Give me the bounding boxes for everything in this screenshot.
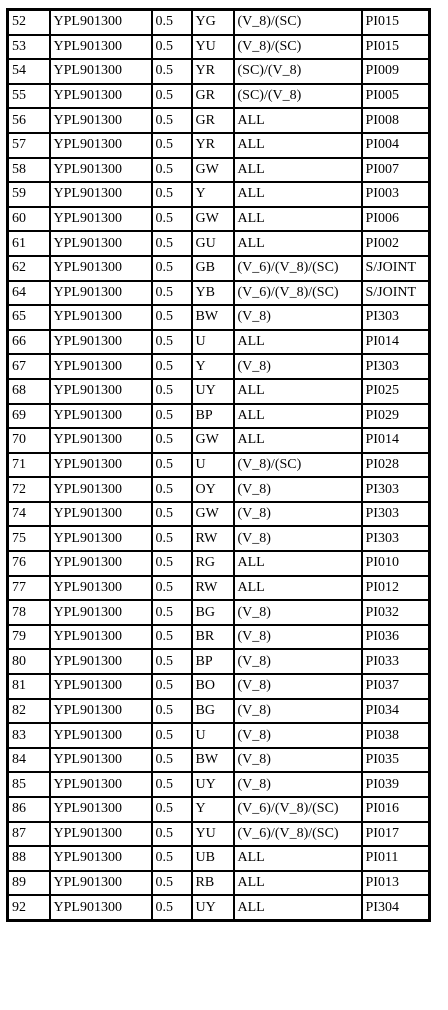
wire-color-cell: BW [192,305,234,330]
wire-number-cell: 86 [8,797,50,822]
option-cell: (V_8)/(SC) [234,453,362,478]
option-cell: (V_8) [234,305,362,330]
wire-number-cell: 85 [8,772,50,797]
part-number-cell: YPL901300 [50,772,152,797]
part-number-cell: YPL901300 [50,59,152,84]
table-row [8,10,430,35]
wire-number-cell: 68 [8,379,50,404]
destination-cell: PI014 [362,330,430,355]
part-number-cell: YPL901300 [50,354,152,379]
part-number-cell: YPL901300 [50,84,152,109]
wire-number-cell: 57 [8,133,50,158]
wire-number-cell: 89 [8,871,50,896]
option-cell: (V_8)/(SC) [234,10,362,35]
destination-cell: PI303 [362,305,430,330]
destination-cell: PI010 [362,551,430,576]
wire-color-cell: GB [192,256,234,281]
wire-number-cell: 70 [8,428,50,453]
wire-color-cell: UY [192,895,234,920]
wire-number-cell: 61 [8,231,50,256]
wire-number-cell: 60 [8,207,50,232]
wire-color-cell: BO [192,674,234,699]
option-cell: (V_8) [234,699,362,724]
wire-number-cell: 79 [8,625,50,650]
part-number-cell: YPL901300 [50,895,152,920]
wire-number-cell: 56 [8,108,50,133]
part-number-cell: YPL901300 [50,379,152,404]
wire-color-cell: GW [192,158,234,183]
destination-cell: PI033 [362,649,430,674]
wire-size-cell: 0.5 [152,330,192,355]
destination-cell: PI016 [362,797,430,822]
wire-size-cell: 0.5 [152,477,192,502]
wire-number-cell: 84 [8,748,50,773]
wire-color-cell: YR [192,133,234,158]
destination-cell: PI029 [362,404,430,429]
table-row [8,379,430,404]
wire-size-cell: 0.5 [152,428,192,453]
wire-color-cell: RW [192,526,234,551]
part-number-cell: YPL901300 [50,723,152,748]
wire-color-cell: GR [192,108,234,133]
wire-size-cell: 0.5 [152,551,192,576]
wire-color-cell: YB [192,281,234,306]
part-number-cell: YPL901300 [50,305,152,330]
part-number-cell: YPL901300 [50,231,152,256]
table-row [8,182,430,207]
part-number-cell: YPL901300 [50,281,152,306]
part-number-cell: YPL901300 [50,477,152,502]
destination-cell: PI034 [362,699,430,724]
destination-cell: PI038 [362,723,430,748]
table-row [8,797,430,822]
destination-cell: PI017 [362,822,430,847]
option-cell: (V_6)/(V_8)/(SC) [234,822,362,847]
wire-color-cell: GW [192,428,234,453]
option-cell: ALL [234,551,362,576]
destination-cell: PI035 [362,748,430,773]
table-row [8,748,430,773]
wire-number-cell: 71 [8,453,50,478]
wire-color-cell: Y [192,354,234,379]
option-cell: ALL [234,231,362,256]
wire-number-cell: 67 [8,354,50,379]
option-cell: (V_8) [234,649,362,674]
part-number-cell: YPL901300 [50,674,152,699]
option-cell: (V_8) [234,723,362,748]
wire-table [6,8,431,922]
wire-number-cell: 74 [8,502,50,527]
wire-color-cell: YG [192,10,234,35]
part-number-cell: YPL901300 [50,748,152,773]
table-row [8,428,430,453]
wire-color-cell: UY [192,379,234,404]
part-number-cell: YPL901300 [50,453,152,478]
wire-size-cell: 0.5 [152,256,192,281]
destination-cell: PI025 [362,379,430,404]
wire-color-cell: BP [192,649,234,674]
part-number-cell: YPL901300 [50,182,152,207]
table-row [8,59,430,84]
wire-color-cell: YU [192,35,234,60]
wire-number-cell: 78 [8,600,50,625]
part-number-cell: YPL901300 [50,699,152,724]
destination-cell: PI015 [362,10,430,35]
wire-number-cell: 54 [8,59,50,84]
table-row [8,158,430,183]
wire-number-cell: 55 [8,84,50,109]
wire-size-cell: 0.5 [152,108,192,133]
wire-number-cell: 88 [8,846,50,871]
destination-cell: PI028 [362,453,430,478]
wire-number-cell: 92 [8,895,50,920]
option-cell: (V_6)/(V_8)/(SC) [234,256,362,281]
wire-size-cell: 0.5 [152,674,192,699]
wire-color-cell: YR [192,59,234,84]
part-number-cell: YPL901300 [50,649,152,674]
destination-cell: PI012 [362,576,430,601]
option-cell: ALL [234,428,362,453]
wire-size-cell: 0.5 [152,625,192,650]
table-row [8,207,430,232]
part-number-cell: YPL901300 [50,600,152,625]
table-row [8,502,430,527]
table-row [8,600,430,625]
part-number-cell: YPL901300 [50,551,152,576]
part-number-cell: YPL901300 [50,404,152,429]
table-row [8,35,430,60]
table-row [8,231,430,256]
destination-cell: PI303 [362,477,430,502]
table-row [8,133,430,158]
wire-number-cell: 83 [8,723,50,748]
destination-cell: PI004 [362,133,430,158]
destination-cell: PI303 [362,354,430,379]
destination-cell: PI006 [362,207,430,232]
wire-color-cell: UY [192,772,234,797]
destination-cell: PI037 [362,674,430,699]
part-number-cell: YPL901300 [50,35,152,60]
destination-cell: PI008 [362,108,430,133]
destination-cell: PI015 [362,35,430,60]
wire-size-cell: 0.5 [152,748,192,773]
part-number-cell: YPL901300 [50,133,152,158]
table-row [8,281,430,306]
wire-number-cell: 80 [8,649,50,674]
wire-color-cell: BG [192,699,234,724]
wire-number-cell: 77 [8,576,50,601]
table-row [8,699,430,724]
option-cell: ALL [234,846,362,871]
wire-number-cell: 69 [8,404,50,429]
destination-cell: PI003 [362,182,430,207]
wire-number-cell: 52 [8,10,50,35]
wire-table-body [8,10,430,921]
wire-size-cell: 0.5 [152,379,192,404]
table-row [8,354,430,379]
wire-number-cell: 75 [8,526,50,551]
part-number-cell: YPL901300 [50,846,152,871]
wire-size-cell: 0.5 [152,354,192,379]
table-row [8,822,430,847]
option-cell: ALL [234,404,362,429]
wire-size-cell: 0.5 [152,600,192,625]
wire-size-cell: 0.5 [152,84,192,109]
wire-table-container [6,8,428,922]
part-number-cell: YPL901300 [50,10,152,35]
option-cell: (V_8) [234,625,362,650]
option-cell: (V_8) [234,477,362,502]
destination-cell: PI036 [362,625,430,650]
destination-cell: PI032 [362,600,430,625]
option-cell: ALL [234,895,362,920]
part-number-cell: YPL901300 [50,330,152,355]
wire-color-cell: UB [192,846,234,871]
wire-color-cell: OY [192,477,234,502]
destination-cell: PI303 [362,526,430,551]
option-cell: (V_8) [234,502,362,527]
wire-size-cell: 0.5 [152,526,192,551]
option-cell: ALL [234,182,362,207]
option-cell: ALL [234,108,362,133]
wire-color-cell: GR [192,84,234,109]
wire-size-cell: 0.5 [152,649,192,674]
wire-size-cell: 0.5 [152,797,192,822]
wire-number-cell: 87 [8,822,50,847]
wire-color-cell: BP [192,404,234,429]
wire-color-cell: RW [192,576,234,601]
table-row [8,625,430,650]
option-cell: ALL [234,330,362,355]
option-cell: ALL [234,576,362,601]
destination-cell: PI013 [362,871,430,896]
wire-color-cell: RB [192,871,234,896]
wire-number-cell: 58 [8,158,50,183]
wire-number-cell: 66 [8,330,50,355]
option-cell: ALL [234,379,362,404]
part-number-cell: YPL901300 [50,822,152,847]
wire-color-cell: GW [192,502,234,527]
part-number-cell: YPL901300 [50,502,152,527]
option-cell: ALL [234,158,362,183]
option-cell: (V_8) [234,772,362,797]
wire-size-cell: 0.5 [152,133,192,158]
table-row [8,330,430,355]
option-cell: (V_8) [234,674,362,699]
wire-number-cell: 81 [8,674,50,699]
table-row [8,551,430,576]
part-number-cell: YPL901300 [50,428,152,453]
wire-color-cell: BR [192,625,234,650]
wire-size-cell: 0.5 [152,158,192,183]
option-cell: ALL [234,207,362,232]
option-cell: (V_6)/(V_8)/(SC) [234,281,362,306]
wire-size-cell: 0.5 [152,59,192,84]
option-cell: (V_8) [234,600,362,625]
option-cell: (V_8) [234,748,362,773]
wire-color-cell: RG [192,551,234,576]
wire-number-cell: 65 [8,305,50,330]
table-row [8,108,430,133]
wire-size-cell: 0.5 [152,699,192,724]
wire-size-cell: 0.5 [152,723,192,748]
wire-color-cell: Y [192,182,234,207]
wire-number-cell: 53 [8,35,50,60]
table-row [8,453,430,478]
table-row [8,846,430,871]
option-cell: ALL [234,133,362,158]
wire-size-cell: 0.5 [152,576,192,601]
option-cell: (V_8)/(SC) [234,35,362,60]
part-number-cell: YPL901300 [50,256,152,281]
wire-color-cell: Y [192,797,234,822]
wire-color-cell: U [192,330,234,355]
table-row [8,526,430,551]
table-row [8,895,430,920]
wire-number-cell: 72 [8,477,50,502]
table-row [8,256,430,281]
wire-color-cell: GW [192,207,234,232]
destination-cell: PI007 [362,158,430,183]
wire-size-cell: 0.5 [152,895,192,920]
part-number-cell: YPL901300 [50,797,152,822]
wire-size-cell: 0.5 [152,871,192,896]
wire-color-cell: BG [192,600,234,625]
wire-number-cell: 62 [8,256,50,281]
table-row [8,477,430,502]
table-row [8,305,430,330]
table-row [8,871,430,896]
option-cell: ALL [234,871,362,896]
table-row [8,84,430,109]
wire-number-cell: 59 [8,182,50,207]
wire-size-cell: 0.5 [152,231,192,256]
table-row [8,723,430,748]
part-number-cell: YPL901300 [50,108,152,133]
destination-cell: PI039 [362,772,430,797]
wire-color-cell: GU [192,231,234,256]
option-cell: (V_8) [234,526,362,551]
destination-cell: PI304 [362,895,430,920]
wire-size-cell: 0.5 [152,10,192,35]
wire-size-cell: 0.5 [152,502,192,527]
wire-size-cell: 0.5 [152,207,192,232]
wire-number-cell: 64 [8,281,50,306]
part-number-cell: YPL901300 [50,576,152,601]
wire-size-cell: 0.5 [152,846,192,871]
table-row [8,772,430,797]
wire-color-cell: BW [192,748,234,773]
wire-size-cell: 0.5 [152,453,192,478]
table-row [8,674,430,699]
table-row [8,404,430,429]
table-row [8,649,430,674]
wire-color-cell: YU [192,822,234,847]
destination-cell: PI303 [362,502,430,527]
destination-cell: PI014 [362,428,430,453]
wire-size-cell: 0.5 [152,305,192,330]
destination-cell: PI009 [362,59,430,84]
part-number-cell: YPL901300 [50,207,152,232]
wire-number-cell: 82 [8,699,50,724]
wire-size-cell: 0.5 [152,404,192,429]
destination-cell: PI011 [362,846,430,871]
part-number-cell: YPL901300 [50,158,152,183]
part-number-cell: YPL901300 [50,526,152,551]
destination-cell: S/JOINT [362,256,430,281]
destination-cell: PI002 [362,231,430,256]
part-number-cell: YPL901300 [50,871,152,896]
wire-color-cell: U [192,723,234,748]
wire-size-cell: 0.5 [152,772,192,797]
wire-size-cell: 0.5 [152,182,192,207]
table-row [8,576,430,601]
option-cell: (V_8) [234,354,362,379]
part-number-cell: YPL901300 [50,625,152,650]
wire-color-cell: U [192,453,234,478]
wire-size-cell: 0.5 [152,822,192,847]
option-cell: (SC)/(V_8) [234,59,362,84]
wire-size-cell: 0.5 [152,281,192,306]
option-cell: (SC)/(V_8) [234,84,362,109]
destination-cell: PI005 [362,84,430,109]
destination-cell: S/JOINT [362,281,430,306]
wire-size-cell: 0.5 [152,35,192,60]
wire-number-cell: 76 [8,551,50,576]
option-cell: (V_6)/(V_8)/(SC) [234,797,362,822]
